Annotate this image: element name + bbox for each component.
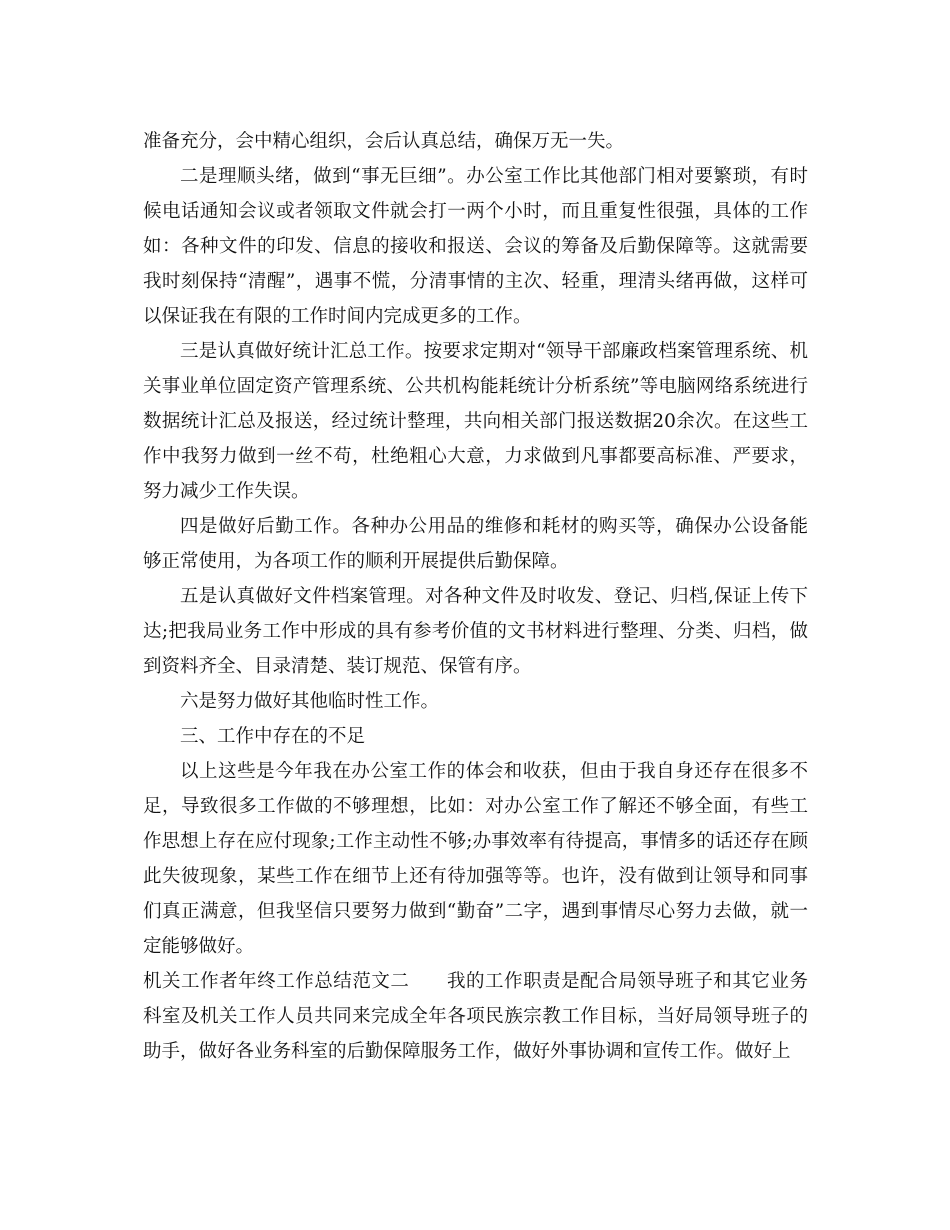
section-heading-shortcomings: 三、工作中存在的不足: [180, 726, 366, 747]
paragraph-item-four: 四是做好后勤工作。各种办公用品的维修和耗材的购买等，确保办公设备能够正常使用，为各项工作的顺利开展提供后勤保障。: [143, 516, 808, 572]
sample-two-heading: 机关工作者年终工作总结范文二: [143, 971, 410, 992]
paragraph-item-three: 三是认真做好统计汇总工作。按要求定期对“领导干部廉政档案管理系统、机关事业单位固定资产管理系统、公共机构能耗统计分析系统”等电脑网络系统进行数据统计汇总及报送，经过统计整理，共向相关部门报送数据20余次。在这些工作中我努力做到一丝不苟，杜绝粗心大意，力求做到凡事都要高标准、严要求，努力减少工作失误。: [143, 341, 808, 502]
paragraph-item-two: 二是理顺头绪，做到“事无巨细”。办公室工作比其他部门相对要繁琐，有时候电话通知会议或者领取文件就会打一两个小时，而且重复性很强，具体的工作如：各种文件的印发、信息的接收和报送、会议的筹备及后勤保障等。这就需要我时刻保持“清醒”，遇事不慌，分清事情的主次、轻重，理清头绪再做，这样可以保证我在有限的工作时间内完成更多的工作。: [143, 166, 808, 327]
paragraph-item-six: 六是努力做好其他临时性工作。: [180, 691, 440, 712]
sample-two-text: 我的工作职责是配合局领导班子和其它业务科室及机关工作人员共同来完成全年各项民族宗教工作目标，当好局领导班子的助手，做好各业务科室的后勤保障服务工作，做好外事协调和宣传工作。做好上: [143, 971, 808, 1062]
paragraph-continuation: 准备充分，会中精心组织，会后认真总结，确保万无一失。: [143, 131, 625, 152]
document-body: [143, 124, 808, 1069]
paragraph-item-five: 五是认真做好文件档案管理。对各种文件及时收发、登记、归档,保证上传下达;把我局业务工作中形成的具有参考价值的文书材料进行整理、分类、归档，做到资料齐全、目录清楚、装订规范、保管有序。: [143, 586, 808, 677]
paragraph-sample-two: [143, 964, 808, 1069]
paragraph-shortcomings: 以上这些是今年我在办公室工作的体会和收获，但由于我自身还存在很多不足，导致很多工作做的不够理想，比如：对办公室工作了解还不够全面，有些工作思想上存在应付现象;工作主动性不够;办事效率有待提高，事情多的话还存在顾此失彼现象，某些工作在细节上还有待加强等等。也许，没有做到让领导和同事们真正满意，但我坚信只要努力做到“勤奋”二字，遇到事情尽心努力去做，就一定能够做好。: [143, 761, 808, 957]
